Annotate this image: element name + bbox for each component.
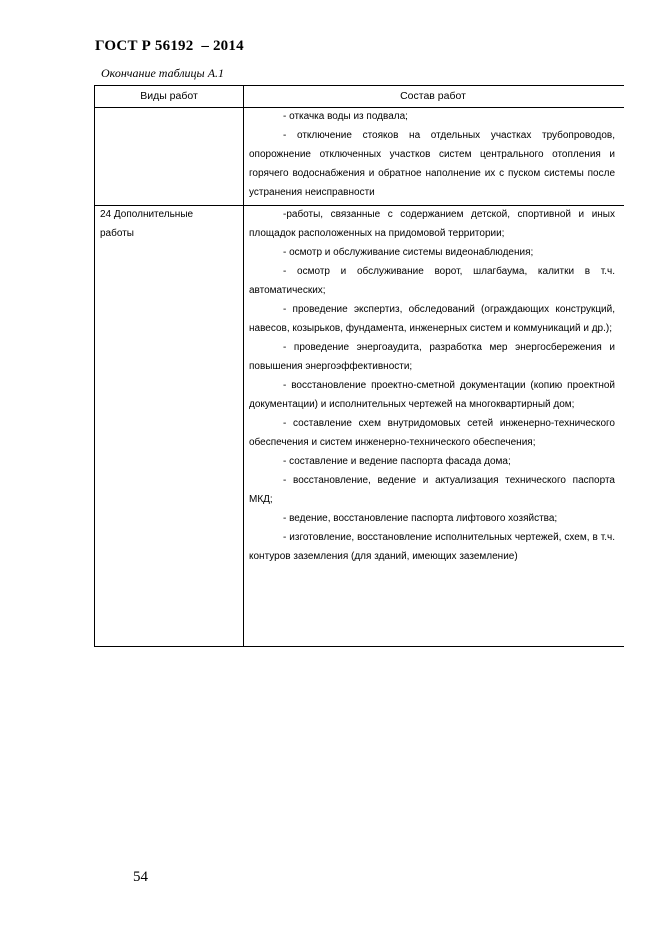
column-header-work-types: Виды работ [140,90,198,102]
row2-work-type: 24 Дополнительные работы [100,209,194,239]
list-item: - изготовление, восстановление исполнительных чертежей, схем, в т.ч. контуров заземления (для зданий, имеющих заземление) [249,532,615,562]
list-item: - восстановление, ведение и актуализация технического паспорта МКД; [249,475,615,505]
list-item: - осмотр и обслуживание ворот, шлагбаума, калитки в т.ч. автоматических; [249,266,615,296]
list-item: - осмотр и обслуживание системы видеонаблюдения; [283,247,534,258]
row1-work-content [249,107,615,202]
list-item: - проведение энергоаудита, разработка мер энергосбережения и повышения энергоэффективности; [249,342,615,372]
page-number: 54 [133,869,148,885]
list-item: - составление схем внутридомовых сетей инженерно-технического обеспечения и систем инженерно-технического обеспечения; [249,418,615,448]
column-divider [243,85,244,647]
column-header-work-content: Состав работ [400,90,466,102]
table-top-border [94,85,624,86]
list-item: - отключение стояков на отдельных участках трубопроводов, опорожнение отключенных участков систем центрального отопления и горячего водоснабжения и обратное наполнение их с пуском системы после устранения неисправности [249,130,615,198]
table-caption: Окончание таблицы А.1 [101,66,225,80]
list-item: - восстановление проектно-сметной документации (копию проектной документации) и исполнительных чертежей на многоквартирный дом; [249,380,615,410]
list-item: -работы, связанные с содержанием детской, спортивной и иных площадок расположенных на придомовой территории; [249,209,615,239]
row2-work-content [249,205,615,566]
table-left-border [94,85,95,647]
list-item: - проведение экспертиз, обследований (ограждающих конструкций, навесов, козырьков, фундамента, инженерных систем и коммуникаций и др.); [249,304,615,334]
document-title: ГОСТ Р 56192 – 2014 [95,38,244,54]
table-bottom-border [94,646,624,647]
list-item: - откачка воды из подвала; [283,111,408,122]
list-item: - ведение, восстановление паспорта лифтового хозяйства; [283,513,558,524]
list-item: - составление и ведение паспорта фасада дома; [283,456,511,467]
